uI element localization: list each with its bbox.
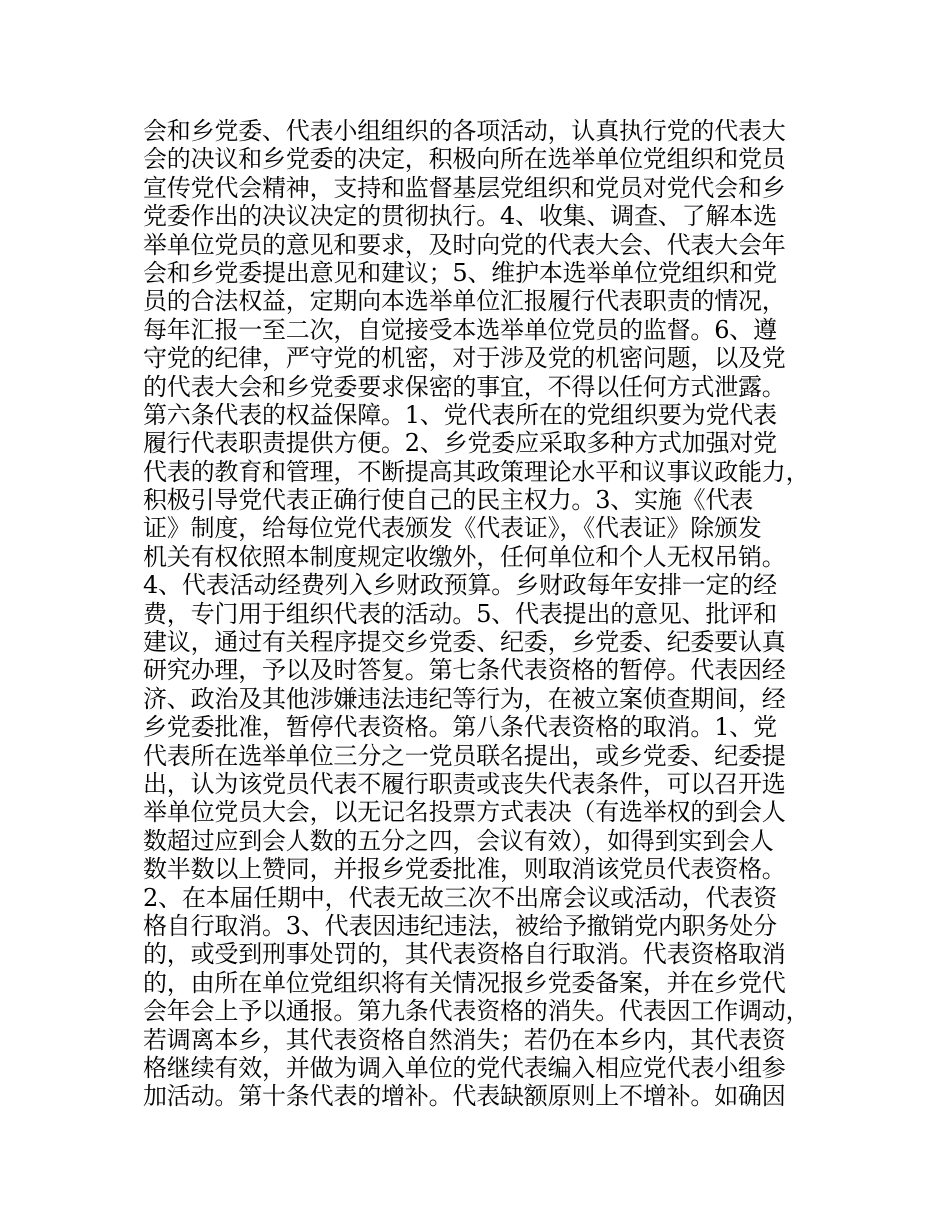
text-line: 2、在本届任期中，代表无故三次不出席会议或活动，代表资 [143, 883, 777, 912]
text-line: 积极引导党代表正确行使自己的民主权力。3、实施《代表 [143, 486, 754, 515]
text-line: 的，由所在单位党组织将有关情况报乡党委备案，并在乡党代 [143, 968, 786, 997]
text-line: 格继续有效，并做为调入单位的党代表编入相应党代表小组参 [143, 1053, 786, 1082]
text-line: 数半数以上赞同，并报乡党委批准，则取消该党员代表资格。 [143, 855, 786, 884]
text-line: 研究办理，予以及时答复。第七条代表资格的暂停。代表因经 [143, 656, 786, 685]
text-line: 的代表大会和乡党委要求保密的事宜，不得以任何方式泄露。 [143, 372, 786, 401]
text-line: 代表所在选举单位三分之一党员联名提出，或乡党委、纪委提 [143, 741, 786, 770]
text-line: 乡党委批准，暂停代表资格。第八条代表资格的取消。1、党 [143, 713, 777, 742]
text-line: 济、政治及其他涉嫌违法违纪等行为，在被立案侦查期间，经 [143, 684, 786, 713]
text-line: 建议，通过有关程序提交乡党委、纪委，乡党委、纪委要认真 [143, 628, 786, 657]
text-line: 每年汇报一至二次，自觉接受本选举单位党员的监督。6、遵 [143, 315, 777, 344]
text-line: 党委作出的决议决定的贯彻执行。4、收集、调查、了解本选 [143, 202, 777, 231]
text-line: 第六条代表的权益保障。1、党代表所在的党组织要为党代表 [143, 400, 777, 429]
text-line: 会和乡党委提出意见和建议；5、维护本选举单位党组织和党 [143, 258, 777, 287]
text-line: 履行代表职责提供方便。2、乡党委应采取多种方式加强对党 [143, 429, 777, 458]
text-line: 格自行取消。3、代表因违纪违法，被给予撤销党内职务处分 [143, 911, 777, 940]
text-line: 举单位党员大会，以无记名投票方式表决（有选举权的到会人 [143, 798, 786, 827]
text-line: 宣传党代会精神，支持和监督基层党组织和党员对党代会和乡 [143, 173, 786, 202]
text-line: 员的合法权益，定期向本选举单位汇报履行代表职责的情况， [143, 287, 786, 316]
text-line: 4、代表活动经费列入乡财政预算。乡财政每年安排一定的经 [143, 571, 777, 600]
text-line: 举单位党员的意见和要求，及时向党的代表大会、代表大会年 [143, 230, 786, 259]
text-line: 会和乡党委、代表小组组织的各项活动，认真执行党的代表大 [143, 117, 786, 145]
text-line: 会年会上予以通报。第九条代表资格的消失。代表因工作调动， [143, 997, 810, 1026]
text-line: 的，或受到刑事处罚的，其代表资格自行取消。代表资格取消 [143, 940, 786, 969]
text-line: 守党的纪律，严守党的机密，对于涉及党的机密问题，以及党 [143, 344, 786, 373]
text-line: 证》制度，给每位党代表颁发《代表证》，《代表证》除颁发 [143, 514, 762, 543]
text-line: 数超过应到会人数的五分之四，会议有效），如得到实到会人 [143, 826, 774, 855]
text-line: 代表的教育和管理，不断提高其政策理论水平和议事议政能力， [143, 457, 810, 486]
text-line: 费，专门用于组织代表的活动。5、代表提出的意见、批评和 [143, 599, 777, 628]
text-line: 加活动。第十条代表的增补。代表缺额原则上不增补。如确因 [143, 1082, 786, 1111]
body-text [143, 117, 843, 1111]
text-line: 机关有权依照本制度规定收缴外，任何单位和个人无权吊销。 [143, 542, 786, 571]
text-line: 会的决议和乡党委的决定，积极向所在选举单位党组织和党员 [143, 145, 786, 174]
text-line: 出，认为该党员代表不履行职责或丧失代表条件，可以召开选 [143, 769, 786, 798]
text-line: 若调离本乡，其代表资格自然消失；若仍在本乡内，其代表资 [143, 1025, 786, 1054]
